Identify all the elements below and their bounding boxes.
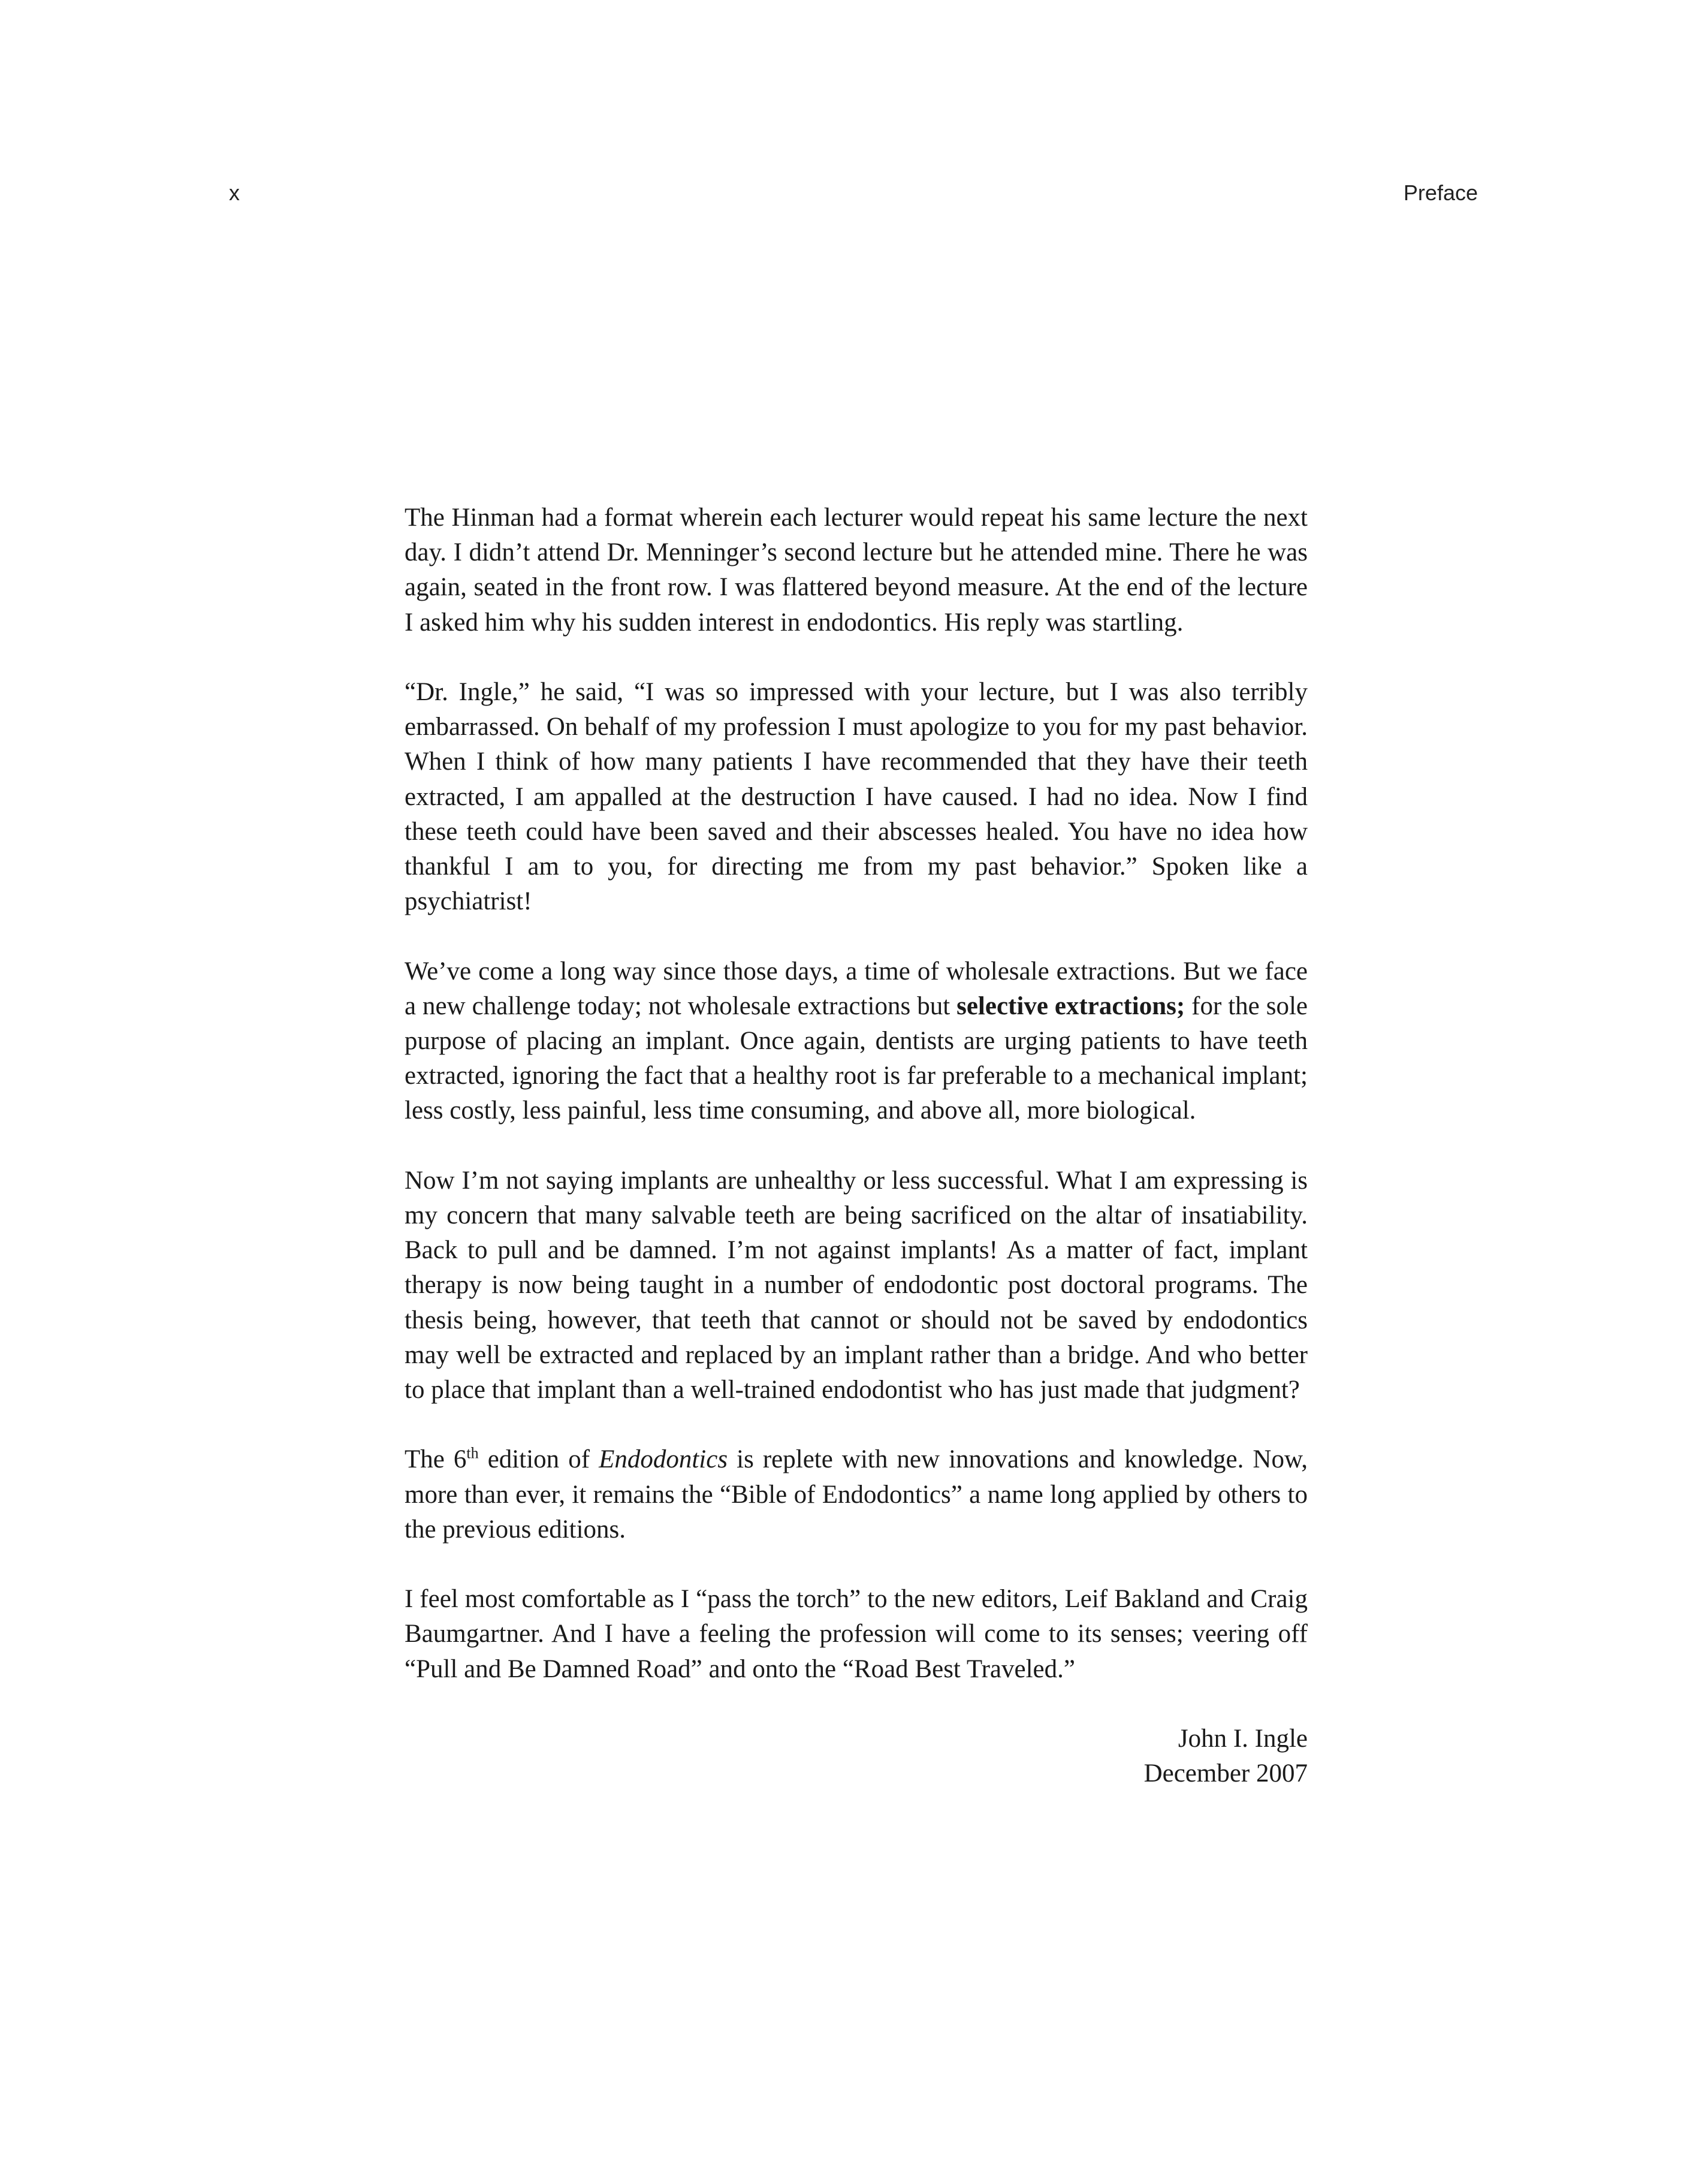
paragraph-menninger-quote: “Dr. Ingle,” he said, “I was so impressed with your lecture, but I was also terribly embarrassed. On behalf of my profession I must apologize to you for my past behavior. When I think of how many patients I have recommended that they have their teeth extracted, I am appalled at the destruction I have caused. I had no idea. Now I find these teeth could have been saved and their abscesses healed. You have no idea how thankful I am to you, for directing me from my past behavior.” Spoken like a psychiatrist! — [405, 678, 1308, 916]
signature-block — [405, 1722, 1308, 1791]
signature-date: December 2007 — [1143, 1759, 1308, 1788]
preface-body — [405, 501, 1308, 1791]
text-run: The 6 — [405, 1445, 467, 1474]
running-head-title: Preface — [1403, 180, 1478, 205]
book-title-italic: Endodontics — [599, 1445, 728, 1474]
text-run: We’ve come a long way since those days, a time of wholesale extractions. But we face a new challenge today; not wholesale extractions but — [405, 957, 1308, 1020]
page-number: x — [229, 180, 240, 205]
paragraph-hinman-lecture: The Hinman had a format wherein each lecturer would repeat his same lecture the next day. I didn’t attend Dr. Menninger’s second lecture but he attended mine. There he was again, seated in the front row. I was flattered beyond measure. At the end of the lecture I asked him why his sudden interest in endodontics. His reply was startling. — [405, 504, 1308, 637]
paragraph-implants: Now I’m not saying implants are unhealthy or less successful. What I am expressing is my concern that many salvable teeth are being sacrificed on the altar of insatiability. Back to pull and be damned. I’m not against implants! As a matter of fact, implant therapy is now being taught in a number of endodontic post doctoral programs. The thesis being, however, that teeth that cannot or should not be saved by endodontics may well be extracted and replaced by an implant rather than a bridge. And who better to place that implant than a well-trained endodontist who has just made that judgment? — [405, 1166, 1308, 1404]
bold-phrase: selective extractions; — [956, 991, 1185, 1020]
ordinal-superscript: th — [466, 1445, 479, 1463]
text-run: is replete with new innovations and knowledge. Now, more than ever, it remains the “Bible of Endodontics” a name long applied by others to the previous editions. — [405, 1445, 1308, 1544]
paragraph-selective-extractions — [405, 954, 1308, 1129]
author-name: John I. Ingle — [1178, 1725, 1308, 1753]
paragraph-pass-the-torch: I feel most comfortable as I “pass the torch” to the new editors, Leif Bakland and Craig Baumgartner. And I have a feeling the profession will come to its senses; veering off “Pull and Be Damned Road” and onto the “Road Best Traveled.” — [405, 1585, 1308, 1683]
paragraph-sixth-edition — [405, 1442, 1308, 1547]
text-run: for the sole purpose of placing an implant. Once again, dentists are urging patients to have teeth extracted, ignoring the fact that a healthy root is far preferable to a mechanical implant; less costly, less painful, less time consuming, and above all, more biological. — [405, 991, 1308, 1125]
text-run: edition of — [478, 1445, 599, 1474]
